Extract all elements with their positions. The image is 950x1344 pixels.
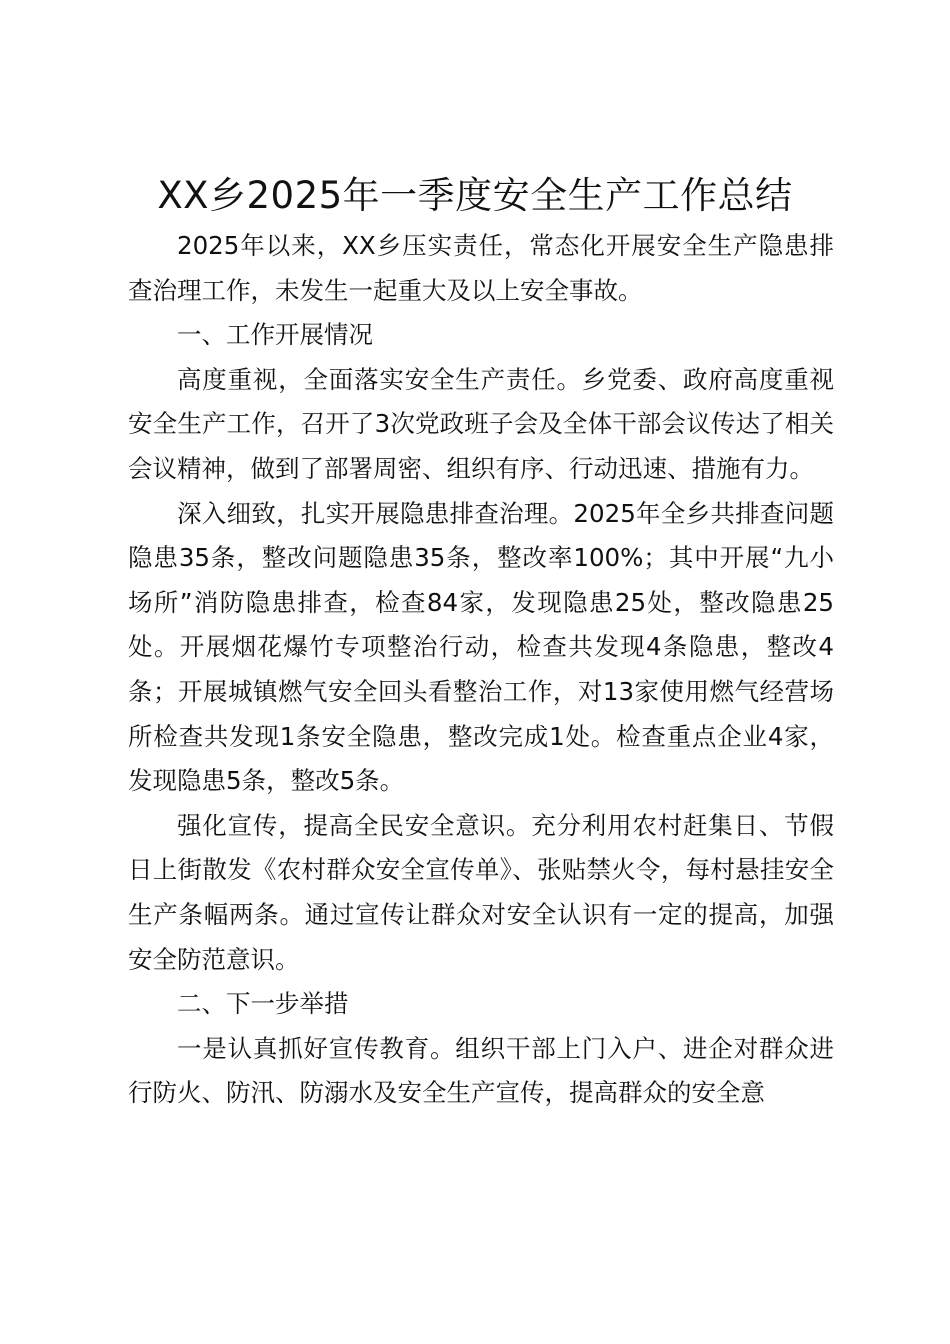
paragraph-publicity: 强化宣传，提高全民安全意识。充分利用农村赶集日、节假日上街散发《农村群众安全宣传单》、张贴禁火令，每村悬挂安全生产条幅两条。通过宣传让群众对安全认识有一定的提高，加强安全防范意识。: [128, 810, 834, 974]
intro-paragraph: 2025年以来，XX乡压实责任，常态化开展安全生产隐患排查治理工作，未发生一起重大及以上安全事故。: [128, 231, 834, 305]
paragraph-responsibility: 高度重视，全面落实安全生产责任。乡党委、政府高度重视安全生产工作，召开了3次党政班子会及全体干部会议传达了相关会议精神，做到了部署周密、组织有序、行动迅速、措施有力。: [128, 364, 834, 483]
section-heading-work-progress: 一、工作开展情况: [177, 320, 373, 350]
paragraph-hazard-inspection: 深入细致，扎实开展隐患排查治理。2025年全乡共排查问题隐患35条，整改问题隐患35条，整改率100%；其中开展“九小场所”消防隐患排查，检查84家，发现隐患25处，整改隐患25处。开展烟花爆竹专项整治行动，检查共发现4条隐患，整改4条；开展城镇燃气安全回头看整治工作，对13家使用燃气经营场所检查共发现1条安全隐患，整改完成1处。检查重点企业4家，发现隐患5条，整改5条。: [128, 498, 834, 796]
section-heading-next-steps: 二、下一步举措: [177, 989, 349, 1019]
paragraph-education: 一是认真抓好宣传教育。组织干部上门入户、进企对群众进行防火、防汛、防溺水及安全生产宣传，提高群众的安全意: [128, 1033, 834, 1108]
document-title: XX乡2025年一季度安全生产工作总结: [157, 174, 793, 217]
document-body: [128, 224, 834, 1116]
